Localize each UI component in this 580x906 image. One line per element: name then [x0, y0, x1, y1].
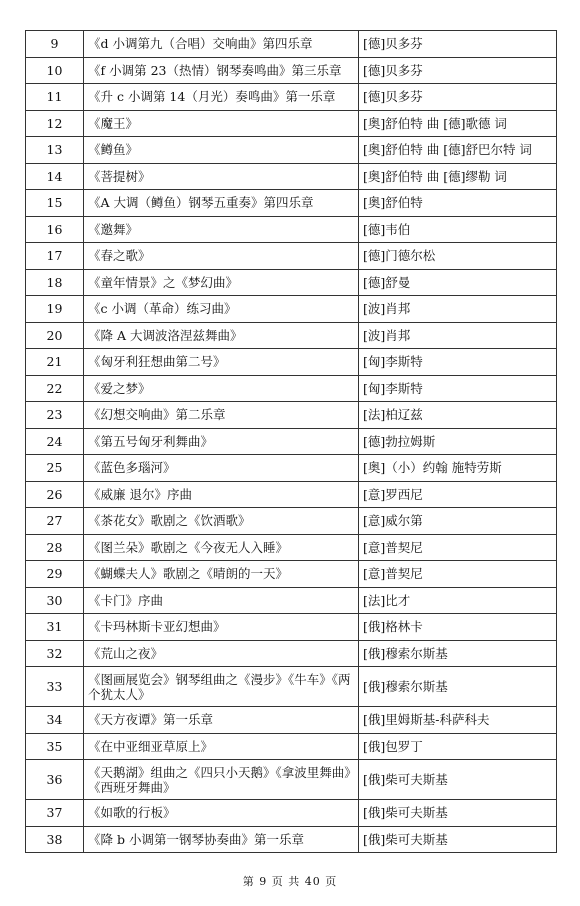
composer-name: [奥]舒伯特: [359, 190, 557, 217]
work-title: 《春之歌》: [84, 243, 359, 270]
row-number: 9: [26, 31, 84, 58]
composer-name: [波]肖邦: [359, 322, 557, 349]
table-row: [26, 110, 557, 137]
composer-name: [意]普契尼: [359, 561, 557, 588]
table-row: [26, 614, 557, 641]
table-row: [26, 190, 557, 217]
row-number: 10: [26, 57, 84, 84]
row-number: 18: [26, 269, 84, 296]
work-title: 《匈牙利狂想曲第二号》: [84, 349, 359, 376]
table-row: [26, 349, 557, 376]
row-number: 34: [26, 707, 84, 734]
composer-name: [德]贝多芬: [359, 31, 557, 58]
row-number: 29: [26, 561, 84, 588]
composer-name: [法]比才: [359, 587, 557, 614]
composer-name: [奥]舒伯特 曲 [德]缪勒 词: [359, 163, 557, 190]
table-row: [26, 587, 557, 614]
work-title: 《升 c 小调第 14（月光）奏鸣曲》第一乐章: [84, 84, 359, 111]
row-number: 35: [26, 733, 84, 760]
table-row: [26, 508, 557, 535]
table-row: [26, 640, 557, 667]
work-title: 《邀舞》: [84, 216, 359, 243]
composer-name: [匈]李斯特: [359, 349, 557, 376]
table-row: [26, 455, 557, 482]
table-row: [26, 534, 557, 561]
row-number: 16: [26, 216, 84, 243]
table-row: [26, 31, 557, 58]
table-body: [26, 31, 557, 853]
row-number: 22: [26, 375, 84, 402]
work-title: 《在中亚细亚草原上》: [84, 733, 359, 760]
work-title: 《茶花女》歌剧之《饮酒歌》: [84, 508, 359, 535]
row-number: 31: [26, 614, 84, 641]
work-title: 《f 小调第 23（热情）钢琴奏鸣曲》第三乐章: [84, 57, 359, 84]
work-title: 《d 小调第九（合唱）交响曲》第四乐章: [84, 31, 359, 58]
composer-name: [匈]李斯特: [359, 375, 557, 402]
work-title: 《c 小调（革命）练习曲》: [84, 296, 359, 323]
composer-name: [俄]穆索尔斯基: [359, 640, 557, 667]
table-row: [26, 216, 557, 243]
composer-name: [德]勃拉姆斯: [359, 428, 557, 455]
table-row: [26, 481, 557, 508]
composer-name: [意]罗西尼: [359, 481, 557, 508]
work-title: 《荒山之夜》: [84, 640, 359, 667]
row-number: 14: [26, 163, 84, 190]
work-title: 《蓝色多瑙河》: [84, 455, 359, 482]
row-number: 20: [26, 322, 84, 349]
composer-name: [俄]里姆斯基-科萨科夫: [359, 707, 557, 734]
row-number: 15: [26, 190, 84, 217]
composer-name: [俄]格林卡: [359, 614, 557, 641]
table-row: [26, 322, 557, 349]
row-number: 33: [26, 667, 84, 707]
row-number: 12: [26, 110, 84, 137]
composer-name: [奥]舒伯特 曲 [德]舒巴尔特 词: [359, 137, 557, 164]
composer-name: [德]贝多芬: [359, 57, 557, 84]
table-row: [26, 800, 557, 827]
table-row: [26, 733, 557, 760]
table-row: [26, 296, 557, 323]
work-title: 《天方夜谭》第一乐章: [84, 707, 359, 734]
work-title: 《爱之梦》: [84, 375, 359, 402]
work-title: 《童年情景》之《梦幻曲》: [84, 269, 359, 296]
composer-name: [俄]柴可夫斯基: [359, 800, 557, 827]
table-row: [26, 243, 557, 270]
table-row: [26, 57, 557, 84]
work-title: 《如歌的行板》: [84, 800, 359, 827]
row-number: 37: [26, 800, 84, 827]
work-title: 《降 A 大调波洛涅兹舞曲》: [84, 322, 359, 349]
composer-name: [德]门德尔松: [359, 243, 557, 270]
row-number: 27: [26, 508, 84, 535]
table-row: [26, 561, 557, 588]
composer-name: [意]普契尼: [359, 534, 557, 561]
work-title: 《魔王》: [84, 110, 359, 137]
composer-name: [奥]舒伯特 曲 [德]歌德 词: [359, 110, 557, 137]
composer-name: [德]舒曼: [359, 269, 557, 296]
work-title: 《鳟鱼》: [84, 137, 359, 164]
row-number: 23: [26, 402, 84, 429]
composer-name: [俄]穆索尔斯基: [359, 667, 557, 707]
table-row: [26, 269, 557, 296]
composer-name: [俄]柴可夫斯基: [359, 760, 557, 800]
row-number: 24: [26, 428, 84, 455]
work-title: 《图画展览会》钢琴组曲之《漫步》《牛车》《两个犹太人》: [84, 667, 359, 707]
composer-name: [法]柏辽兹: [359, 402, 557, 429]
row-number: 11: [26, 84, 84, 111]
composer-name: [俄]包罗丁: [359, 733, 557, 760]
composer-name: [德]贝多芬: [359, 84, 557, 111]
table-row: [26, 84, 557, 111]
work-title: 《幻想交响曲》第二乐章: [84, 402, 359, 429]
composer-name: [波]肖邦: [359, 296, 557, 323]
row-number: 19: [26, 296, 84, 323]
table-row: [26, 667, 557, 707]
composer-name: [奥]（小）约翰 施特劳斯: [359, 455, 557, 482]
composer-name: [俄]柴可夫斯基: [359, 826, 557, 853]
row-number: 13: [26, 137, 84, 164]
work-title: 《蝴蝶夫人》歌剧之《晴朗的一天》: [84, 561, 359, 588]
work-title: 《A 大调（鳟鱼）钢琴五重奏》第四乐章: [84, 190, 359, 217]
row-number: 30: [26, 587, 84, 614]
work-title: 《卡玛林斯卡亚幻想曲》: [84, 614, 359, 641]
table-row: [26, 826, 557, 853]
work-title: 《卡门》序曲: [84, 587, 359, 614]
table-row: [26, 137, 557, 164]
work-title: 《降 b 小调第一钢琴协奏曲》第一乐章: [84, 826, 359, 853]
composer-name: [意]威尔第: [359, 508, 557, 535]
composer-name: [德]韦伯: [359, 216, 557, 243]
table-row: [26, 707, 557, 734]
row-number: 25: [26, 455, 84, 482]
row-number: 36: [26, 760, 84, 800]
work-title: 《威廉 退尔》序曲: [84, 481, 359, 508]
table-row: [26, 428, 557, 455]
music-works-table: [25, 30, 557, 853]
row-number: 32: [26, 640, 84, 667]
page-footer: 第 9 页 共 40 页: [242, 875, 338, 888]
row-number: 26: [26, 481, 84, 508]
table-row: [26, 375, 557, 402]
row-number: 38: [26, 826, 84, 853]
table-row: [26, 402, 557, 429]
work-title: 《第五号匈牙利舞曲》: [84, 428, 359, 455]
row-number: 21: [26, 349, 84, 376]
work-title: 《天鹅湖》组曲之《四只小天鹅》《拿波里舞曲》《西班牙舞曲》: [84, 760, 359, 800]
row-number: 28: [26, 534, 84, 561]
table-row: [26, 163, 557, 190]
work-title: 《图兰朵》歌剧之《今夜无人入睡》: [84, 534, 359, 561]
work-title: 《菩提树》: [84, 163, 359, 190]
row-number: 17: [26, 243, 84, 270]
table-row: [26, 760, 557, 800]
